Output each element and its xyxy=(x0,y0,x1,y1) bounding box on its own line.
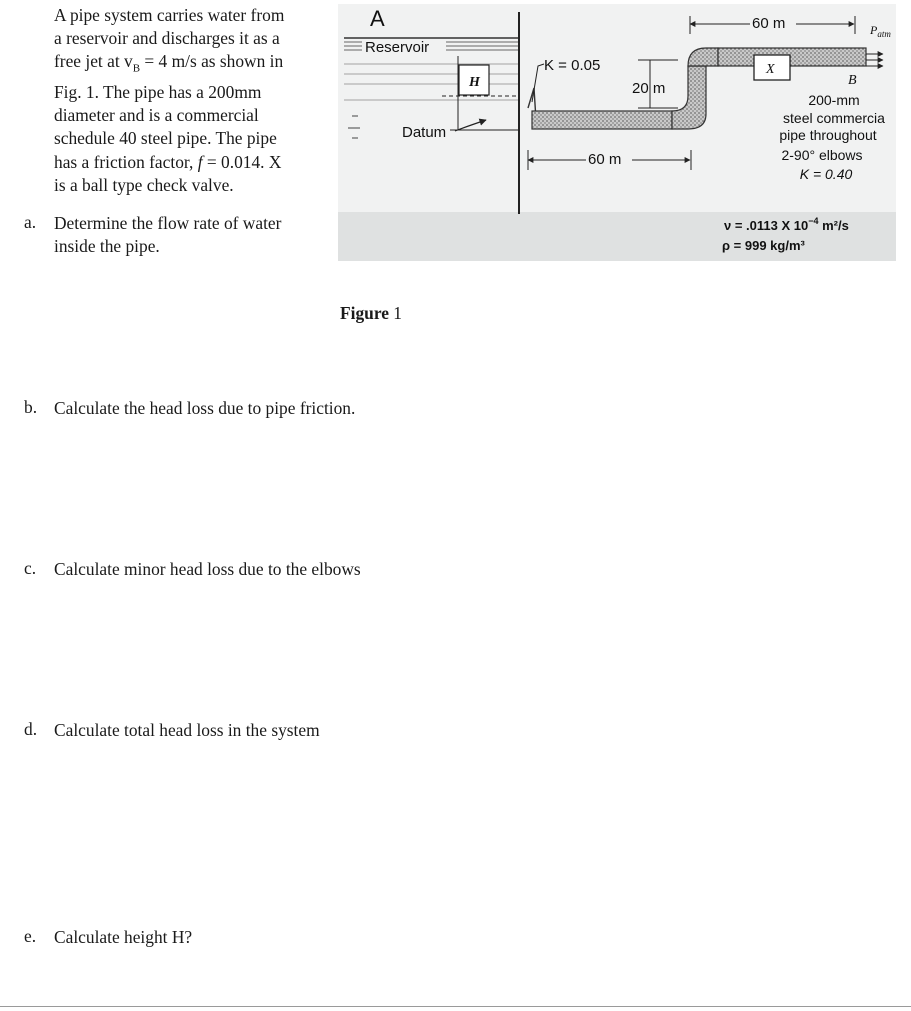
p-atm-sub: atm xyxy=(877,29,891,39)
rise-label: 20 m xyxy=(632,80,666,97)
question-b-letter: b. xyxy=(24,397,38,417)
question-c: Calculate minor head loss due to the elbows xyxy=(54,559,361,579)
question-c-letter: c. xyxy=(24,558,37,578)
spec-line-5: K = 0.40 xyxy=(799,166,853,182)
intro-line-4: Fig. 1. The pipe has a 200mm xyxy=(54,82,262,103)
intro-line-7-a: has a friction factor, xyxy=(54,151,198,172)
problem-statement xyxy=(54,4,329,197)
length-bottom-label: 60 m xyxy=(588,151,622,168)
intro-line-7-b: = 0.014. X xyxy=(202,151,282,172)
intro-line-3-sub: B xyxy=(132,62,141,75)
valve-x-label: X xyxy=(766,62,775,77)
intro-line-3 xyxy=(54,50,329,81)
intro-line-3-a: free jet at v xyxy=(54,51,133,72)
figure-caption-number: 1 xyxy=(388,303,402,323)
question-a-letter: a. xyxy=(24,212,37,232)
intro-line-5: diameter and is a commercial xyxy=(54,105,259,126)
figure-1-diagram xyxy=(338,4,896,261)
intro-line-1: A pipe system carries water from xyxy=(54,5,285,25)
p-atm-main: P xyxy=(870,23,878,37)
intro-line-3-b: = 4 m/s as shown in xyxy=(140,51,284,72)
page-bottom-rule xyxy=(0,1006,911,1007)
viscosity-unit: m²/s xyxy=(818,218,849,233)
question-a-line-1: Determine the flow rate of water xyxy=(54,213,282,233)
question-e: Calculate height H? xyxy=(54,927,193,947)
pipe-upper-run xyxy=(718,48,866,66)
viscosity-exp: −4 xyxy=(808,216,819,226)
figure-caption xyxy=(340,303,402,324)
question-d-letter: d. xyxy=(24,719,38,739)
intro-line-7-f: f xyxy=(197,151,203,172)
length-top-label: 60 m xyxy=(752,15,786,32)
question-d: Calculate total head loss in the system xyxy=(54,720,320,740)
viscosity-label xyxy=(724,216,849,233)
datum-label: Datum xyxy=(402,124,447,141)
density-label: ρ = 999 kg/m³ xyxy=(722,238,805,253)
question-b: Calculate the head loss due to pipe friction. xyxy=(54,398,356,418)
spec-line-3: pipe throughout xyxy=(779,127,877,143)
question-e-letter: e. xyxy=(24,926,37,946)
intro-line-7 xyxy=(54,151,329,174)
spec-line-4: 2-90° elbows xyxy=(781,147,863,163)
spec-line-2: steel commercia xyxy=(783,110,885,126)
k-entrance-label: K = 0.05 xyxy=(544,57,601,74)
pipe-lower-run xyxy=(532,111,672,129)
point-b-label: B xyxy=(848,73,857,88)
height-h-label: H xyxy=(469,75,480,90)
question-a xyxy=(54,212,281,258)
spec-line-1: 200-mm xyxy=(808,92,860,108)
reservoir-label: Reservoir xyxy=(365,39,430,56)
figure-caption-label: Figure xyxy=(340,303,389,323)
intro-line-6: schedule 40 steel pipe. The pipe xyxy=(54,128,277,149)
intro-line-8: is a ball type check valve. xyxy=(54,174,234,195)
viscosity-main: ν = .0113 X 10 xyxy=(724,218,809,233)
question-a-line-2: inside the pipe. xyxy=(54,236,160,256)
intro-line-2: a reservoir and discharges it as a xyxy=(54,28,280,49)
point-a-label: A xyxy=(370,6,385,31)
